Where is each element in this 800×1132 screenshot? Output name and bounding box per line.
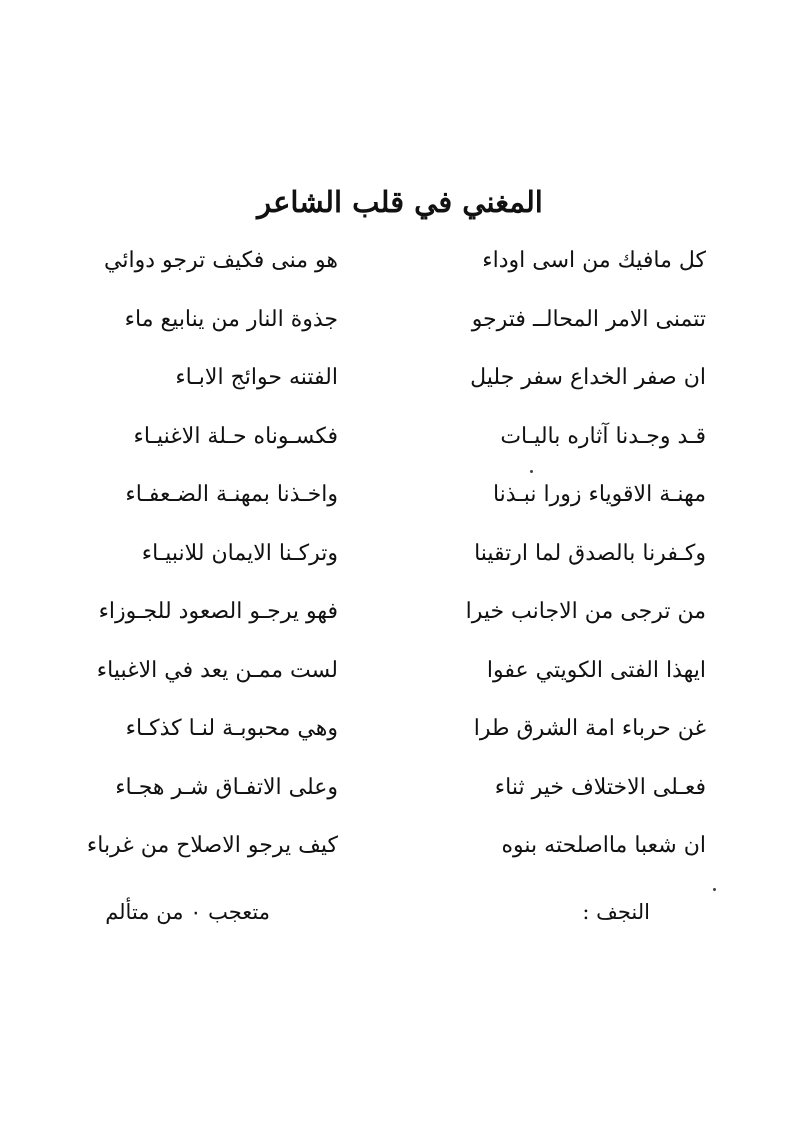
verse-first-hemistich: ان صفر الخداع سفر جليل (470, 365, 706, 390)
verse-line (0, 469, 800, 528)
verse-first-hemistich: ايهذا الفتى الكويتي عفوا (486, 657, 706, 683)
verse-line (0, 294, 800, 353)
verse-second-hemistich: وعلى الاتفـاق شـر هجـاء (115, 774, 338, 800)
verse-second-hemistich: وهي محبوبـة لنـا كذكـاء (125, 716, 338, 741)
signature: متعجب ٠ من متألم (105, 900, 270, 924)
verse-first-hemistich: مهنـة الاقوياء زورا نبـذنا (492, 482, 706, 507)
verse-first-hemistich: تتمنى الامر المحالــ فترجو (471, 306, 706, 332)
verse-second-hemistich: الفتنه حوائج الابـاء (175, 365, 338, 390)
scan-speck (713, 888, 716, 891)
verse-first-hemistich: غن حرباء امة الشرق طرا (473, 716, 706, 741)
poem-title: المغني في قلب الشاعر (257, 185, 543, 219)
verse-second-hemistich: لست ممـن يعد في الاغبياء (96, 657, 338, 683)
verse-line (0, 703, 800, 762)
place-label: النجف : (582, 900, 650, 924)
verse-second-hemistich: كيف يرجو الاصلاح من غرباء (86, 833, 338, 858)
verse-line (0, 586, 800, 645)
verse-line (0, 645, 800, 704)
poem-footer (0, 890, 800, 934)
verse-first-hemistich: فعـلى الاختلاف خير ثناء (494, 774, 706, 800)
verse-first-hemistich: وكـفرنا بالصدق لما ارتقينا (474, 540, 706, 566)
verse-second-hemistich: جذوة النار من ينابيع ماء (124, 306, 338, 332)
verse-first-hemistich: ان شعبا مااصلحته بنوه (501, 833, 706, 858)
verse-second-hemistich: فهو يرجـو الصعود للجـوزاء (98, 599, 338, 624)
verse-line (0, 411, 800, 470)
verse-line (0, 528, 800, 587)
verse-second-hemistich: هو منى فكيف ترجو دوائي (104, 248, 338, 273)
verse-line (0, 235, 800, 294)
poem-body (0, 235, 800, 879)
scan-speck (530, 470, 533, 473)
verse-second-hemistich: واخـذنا بمهنـة الضـعفـاء (125, 482, 338, 507)
verse-first-hemistich: قـد وجـدنا آثاره باليـات (500, 423, 706, 449)
verse-first-hemistich: كل مافيك من اسى اوداء (482, 248, 706, 273)
verse-line (0, 352, 800, 411)
verse-line (0, 762, 800, 821)
verse-first-hemistich: من ترجى من الاجانب خيرا (465, 599, 706, 624)
verse-second-hemistich: وتركـنا الايمان للانبيـاء (141, 540, 338, 566)
verse-line (0, 820, 800, 879)
verse-second-hemistich: فكسـوناه حـلة الاغنيـاء (133, 423, 338, 449)
